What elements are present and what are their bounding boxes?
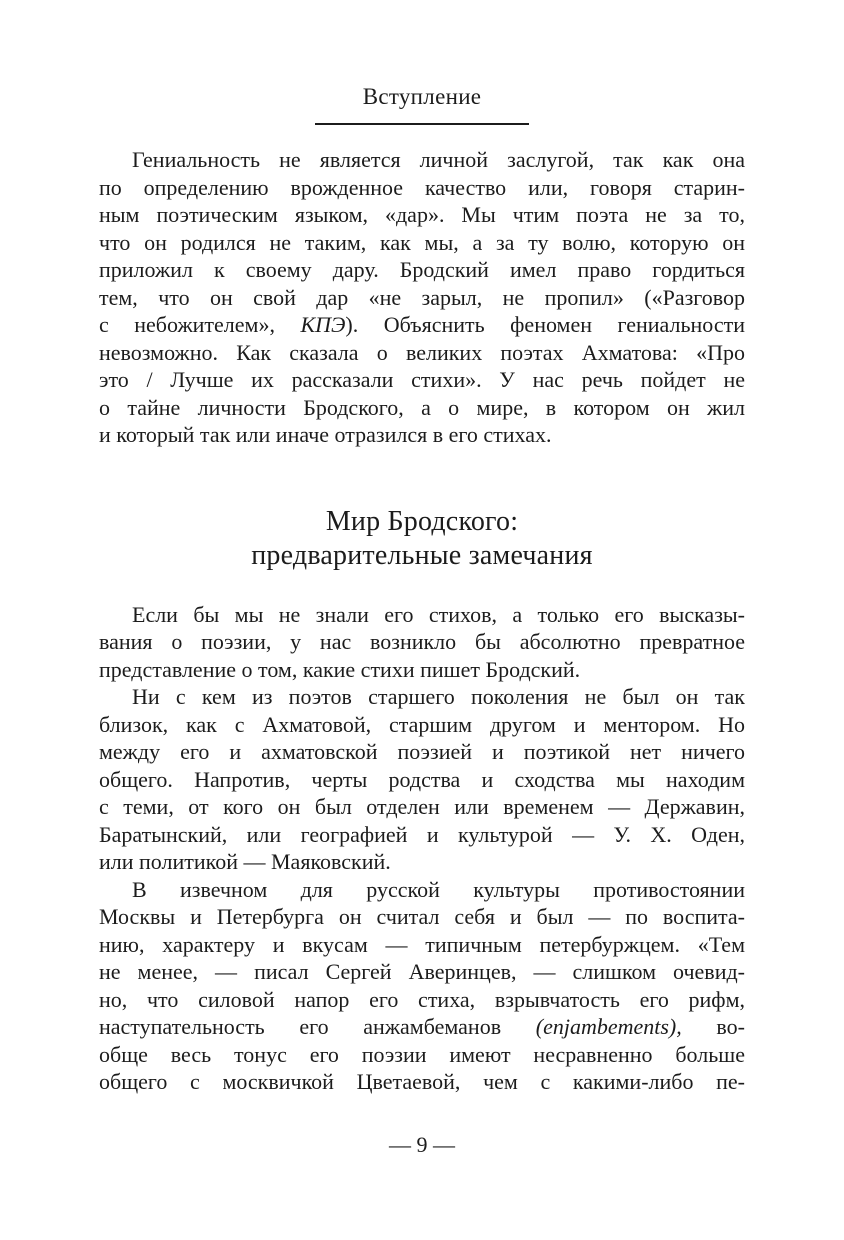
section-heading-line1: Мир Бродского: xyxy=(325,505,519,537)
text-line xyxy=(99,766,745,794)
text-segment: приложил к своему дару. Бродский имел право гордиться xyxy=(99,257,745,282)
text-segment: тем, что он свой дар «не зарыл, не пропил» («Разговор xyxy=(99,284,745,310)
text-line xyxy=(99,656,745,684)
text-segment: невозможно. Как сказала о великих поэтах Ахматова: «Про xyxy=(99,339,745,365)
italic-text-segment: КПЭ xyxy=(300,312,346,337)
text-line xyxy=(99,986,745,1014)
text-segment: нию, характеру и вкусам — типичным петербуржцем. «Тем xyxy=(99,931,745,957)
text-segment: с теми, от кого он был отделен или временем — Державин, xyxy=(99,794,745,819)
header-rule xyxy=(315,123,529,125)
text-line xyxy=(99,1041,745,1069)
text-line xyxy=(99,628,745,656)
section-heading-line2: предварительные замечания xyxy=(251,540,593,571)
text-line xyxy=(99,339,745,367)
text-line xyxy=(99,284,745,312)
text-line xyxy=(99,738,745,766)
text-line xyxy=(99,1013,745,1041)
paragraph-3 xyxy=(99,683,745,876)
text-segment: не менее, — писал Сергей Аверинцев, — слишком очевид- xyxy=(99,959,745,984)
text-segment: ным поэтическим языком, «дар». Мы чтим поэта не за то, xyxy=(99,202,745,227)
page-number: — 9 — xyxy=(389,1131,455,1157)
text-segment: Москвы и Петербурга он считал себя и был — по воспита- xyxy=(99,904,745,929)
text-segment: Гениальность не является личной заслугой, так как она xyxy=(132,147,745,172)
text-segment: близок, как с Ахматовой, старшим другом и ментором. Но xyxy=(99,711,745,737)
text-line xyxy=(99,366,745,394)
text-line xyxy=(99,711,745,739)
running-head: Вступление xyxy=(362,84,482,109)
text-line xyxy=(99,146,745,174)
text-segment: представление о том, какие стихи пишет Бродский. xyxy=(99,656,581,682)
text-line xyxy=(99,793,745,821)
text-line xyxy=(99,394,745,422)
text-segment: Ни с кем из поэтов старшего поколения не был он так xyxy=(132,684,745,709)
page-header xyxy=(0,84,844,125)
text-segment: между его и ахматовской поэзией и поэтикой нет ничего xyxy=(99,739,745,764)
text-line xyxy=(99,229,745,257)
text-segment: с небожителем», xyxy=(99,312,301,337)
text-segment: во- xyxy=(681,1014,745,1039)
paragraph-2 xyxy=(99,601,745,684)
text-segment: о тайне личности Бродского, а о мире, в котором он жил xyxy=(99,394,745,420)
text-segment: ). Объяснить феномен гениальности xyxy=(345,312,745,337)
text-line xyxy=(99,848,745,876)
text-segment: Баратынский, или географией и культурой — У. Х. Оден, xyxy=(99,821,745,847)
text-line xyxy=(99,903,745,931)
text-segment: вания о поэзии, у нас возникло бы абсолютно превратное xyxy=(99,629,745,654)
text-line xyxy=(99,876,745,904)
text-line xyxy=(99,601,745,629)
text-segment: наступательность его анжамбеманов xyxy=(99,1014,536,1039)
text-line xyxy=(99,683,745,711)
text-segment: В извечном для русской культуры противостоянии xyxy=(132,876,745,902)
text-line xyxy=(99,421,745,449)
text-line xyxy=(99,174,745,202)
text-segment: что он родился не таким, как мы, а за ту волю, которую он xyxy=(99,229,745,255)
text-segment: это / Лучше их рассказали стихи». У нас речь пойдет не xyxy=(99,367,745,392)
text-segment: но, что силовой напор его стиха, взрывчатость его рифм, xyxy=(99,986,745,1012)
text-segment: и который так или иначе отразился в его стихах. xyxy=(99,422,552,447)
paragraph-1 xyxy=(99,146,745,449)
text-segment: или политикой — Маяковский. xyxy=(99,849,391,874)
text-line xyxy=(99,958,745,986)
text-line xyxy=(99,821,745,849)
text-line xyxy=(99,256,745,284)
paragraph-4 xyxy=(99,876,745,1096)
text-block xyxy=(99,146,745,1096)
text-segment: по определению врожденное качество или, говоря старин- xyxy=(99,174,745,200)
italic-text-segment: (enjambements), xyxy=(535,1014,682,1039)
text-segment: Если бы мы не знали его стихов, а только его высказы- xyxy=(132,601,745,627)
text-segment: обще весь тонус его поэзии имеют несравненно больше xyxy=(99,1041,745,1067)
text-line xyxy=(99,1068,745,1096)
text-line xyxy=(99,201,745,229)
text-line xyxy=(99,931,745,959)
section-heading xyxy=(99,505,745,574)
text-line xyxy=(99,311,745,339)
text-segment: общего. Напротив, черты родства и сходства мы находим xyxy=(99,766,745,792)
text-segment: общего с москвичкой Цветаевой, чем с какими-либо пе- xyxy=(99,1069,745,1094)
